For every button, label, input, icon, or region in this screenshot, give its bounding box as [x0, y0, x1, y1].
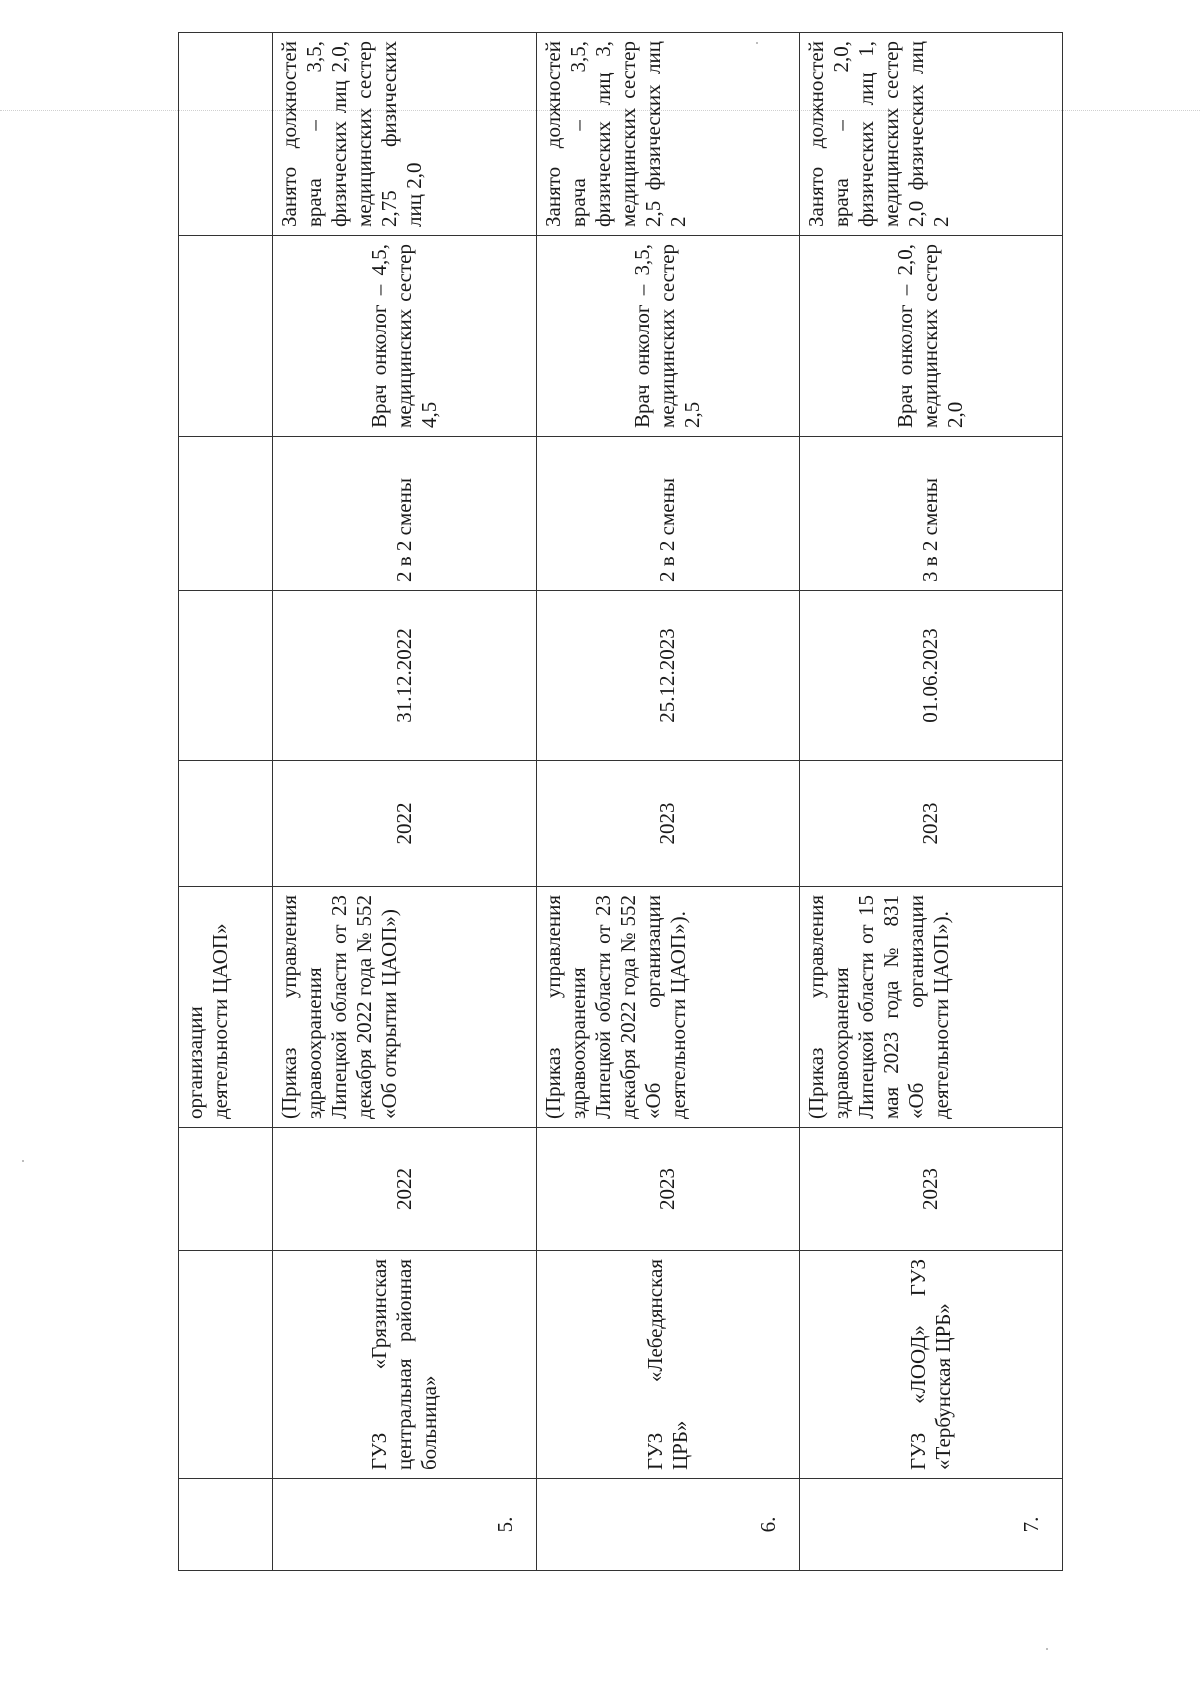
- year-plan-cell: 2023: [536, 1128, 799, 1251]
- row-number: 7.: [799, 1479, 1062, 1571]
- shifts-cell: 2 в 2 смены: [536, 437, 799, 591]
- org-name-cell: ГУЗ «ЛООД» ГУЗ «Тербунская ЦРБ»: [799, 1251, 1062, 1479]
- header-cell-date: [179, 591, 273, 761]
- staff-fact-cell: Занято должностей врача – 3,5, физических лиц 2,0, медицинских сестер 2,75 физических лиц 2,0: [273, 33, 536, 236]
- header-cell-order: организации деятельности ЦАОП»: [179, 887, 273, 1128]
- table-container: [178, 41, 1063, 1571]
- open-date-cell: 31.12.2022: [273, 591, 536, 761]
- order-cell: (Приказ управления здравоохранения Липецкой области от 15 мая 2023 года № 831 «Об организации деятельности ЦАОП»).: [799, 887, 1062, 1128]
- header-cell-staff-plan: [179, 236, 273, 437]
- open-date-cell: 01.06.2023: [799, 591, 1062, 761]
- org-name-cell: ГУЗ «Грязинская центральная районная больница»: [273, 1251, 536, 1479]
- scan-speck: [22, 1160, 24, 1162]
- row-number: 6.: [536, 1479, 799, 1571]
- org-name-cell: ГУЗ «Лебедянская ЦРБ»: [536, 1251, 799, 1479]
- staff-plan-cell: Врач онколог – 4,5, медицинских сестер 4,5: [273, 236, 536, 437]
- header-cell-staff-fact: [179, 33, 273, 236]
- order-cell: (Приказ управления здравоохранения Липецкой области от 23 декабря 2022 года № 552 «Об открытии ЦАОП»): [273, 887, 536, 1128]
- table-row: [536, 33, 799, 1571]
- header-cell-org: [179, 1251, 273, 1479]
- table-row: [273, 33, 536, 1571]
- shifts-cell: 2 в 2 смены: [273, 437, 536, 591]
- year-plan-cell: 2023: [799, 1128, 1062, 1251]
- year-plan-cell: 2022: [273, 1128, 536, 1251]
- staff-plan-cell: Врач онколог – 3,5, медицинских сестер 2,5: [536, 236, 799, 437]
- staff-fact-cell: Занято должностей врача – 2,0, физических лиц 1, медицинских сестер 2,0 физических лиц 2: [799, 33, 1062, 236]
- header-cell-shifts: [179, 437, 273, 591]
- year-open-cell: 2023: [536, 761, 799, 887]
- staff-plan-cell: Врач онколог – 2,0, медицинских сестер 2,0: [799, 236, 1062, 437]
- order-cell: (Приказ управления здравоохранения Липецкой области от 23 декабря 2022 года № 552 «Об организации деятельности ЦАОП»).: [536, 887, 799, 1128]
- year-open-cell: 2022: [273, 761, 536, 887]
- staff-fact-cell: Занято должностей врача – 3,5, физических лиц 3, медицинских сестер 2,5 физических лиц 2: [536, 33, 799, 236]
- rotated-page-region: [178, 41, 1063, 1571]
- scan-speck: [1046, 1648, 1048, 1650]
- table-row: [799, 33, 1062, 1571]
- header-cell-year-plan: [179, 1128, 273, 1251]
- header-cell-year-open: [179, 761, 273, 887]
- header-cell-number: [179, 1479, 273, 1571]
- continued-header-row: [179, 33, 273, 1571]
- row-number: 5.: [273, 1479, 536, 1571]
- open-date-cell: 25.12.2023: [536, 591, 799, 761]
- shifts-cell: 3 в 2 смены: [799, 437, 1062, 591]
- year-open-cell: 2023: [799, 761, 1062, 887]
- centers-table: [178, 32, 1063, 1571]
